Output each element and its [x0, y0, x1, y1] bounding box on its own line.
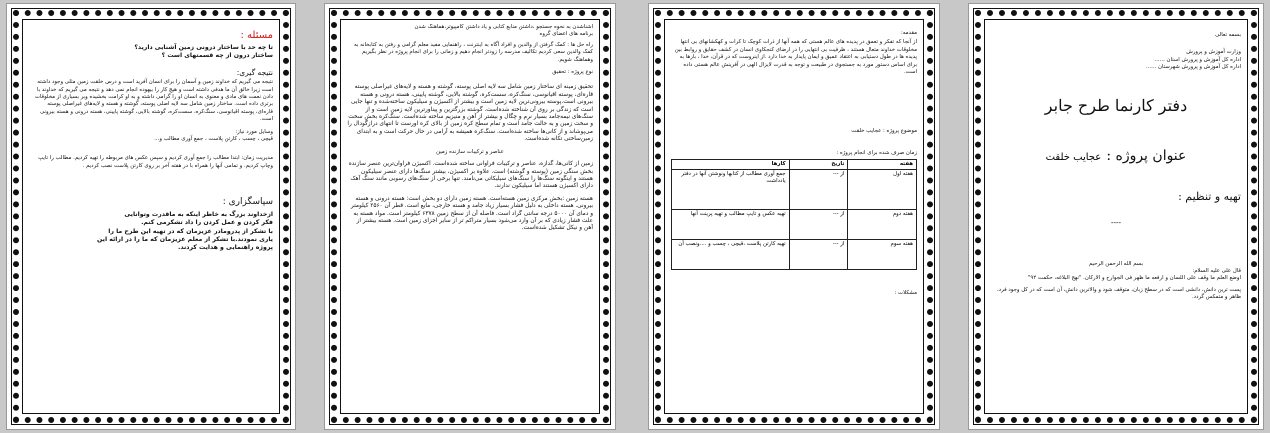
- solutions: راه حل ها : کمک گرفتن از والدین و افراد آگاه به اینترنت ، راهنمایی مفید معلم گرامی و رفتن به کتابخانه به کمک والدین سعی کردیم تکالیف مدرسه را زودتر انجام دهیم و زمانی را برای انجام پروژه در نظر بگیریم وهماهنگ شویم.: [353, 41, 593, 63]
- project-name: عجایب خلقت: [1045, 151, 1102, 163]
- table-row: [672, 240, 917, 270]
- document-title: دفتر کارنما طرح جابر: [1044, 95, 1188, 115]
- table-header: تاریخ: [789, 160, 848, 170]
- project-subject: موضوع پروژه : عجایب خلقت: [851, 128, 917, 135]
- table-row: [672, 210, 917, 240]
- prepared-by-label: تهیه و تنظیم :: [1178, 189, 1241, 203]
- problems-label: مشکلات :: [894, 290, 917, 297]
- table-cell: هفته دوم: [848, 210, 917, 240]
- page-4-content: [991, 24, 1241, 409]
- project-title-line: [991, 145, 1241, 164]
- conclusion-body: نتیجه می گیریم که خداوند زمین و آسمان را برای انسان آفرید است و درس خلقت زمین مثلی وجود داشته است زیرا خالق آن ما هدفی داشته است و هیچ کار را بیهوده انجام نمی دهد و نتیجه می گیریم که خداوند با دادن نعمت های مادی و معنوی به انسان او را گرامی داشته و به او کرامت بخشیده وبر بسیاری از مخلوقات برتری داده است. ساختار زمین شامل سه لایه اصلی پوسته، گوشته و هسته و لایه‌های غیراصلی پوسته قاره‌ای، پوسته اقیانوسی، سنگ‌کره، سست‌کره، گوشته بالایی، گوشته پایینی، هسته درونی و هسته بیرونی است.: [34, 79, 273, 123]
- org-line-1: وزارت آموزش و پرورش: [1186, 49, 1241, 56]
- time-label: زمان صرف شده برای انجام پروژه :: [836, 149, 917, 156]
- tools-body: قیچی ، چسب ، کارتن پلاست ، جمع آوری مطالب و...: [154, 136, 273, 143]
- project-type: نوع پروژه : تحقیق: [552, 69, 593, 76]
- table-cell: تهیه کارتن پلاست ،قیچی ، چسب و ....ونصب آن: [672, 240, 790, 270]
- dash-placeholder: ----: [1110, 218, 1122, 227]
- conclusion-title: نتیجه گیری:: [236, 67, 273, 77]
- question-1: تا چه حد با ساختار درونی زمین آشنایی دارید؟: [134, 44, 273, 51]
- page-3-content: [671, 24, 917, 409]
- quote-line-2: قال علی علیه السلام:: [1192, 268, 1241, 275]
- thanks-line-3: با تشکر از پدرومادر عزیزمان که در تهیه این طرح ما را: [108, 227, 273, 235]
- table-cell: تهیه عکس و تایپ مطالب و تهیه پرینت آنها: [672, 210, 790, 240]
- core-body: هسته زمین :بخش مرکزی زمین هسته‌است. هسته زمین دارای دو بخش است: هسته درونی و هسته بیرونی. هسته داخلی به دلیل فشار بسیار زیاد جامد و هسته خارجی، مایع است. قطر آن ۲۵۶۰ کیلومتر و دمای آن ۵۰۰۰ درجه سانتی گراد است. فاصله آن از سطح زمین ۶۳۷۸ کیلومتر است. مواد هسته به علت فشار زیادی که بر آن وارد می‌شود بسیار متراکم تر از سایر اجزای زمین است. هسته بیشتر از آهن و نیکل تشکیل شده‌است.: [350, 195, 593, 232]
- table-cell: هفته اول: [848, 170, 917, 210]
- table-header: کارها: [672, 160, 790, 170]
- intro-label: مقدمه:: [900, 30, 917, 36]
- elements-title: عناصر و ترکیبات سازنده زمین: [436, 148, 504, 155]
- method-body: مدیریت زمان: ابتدا مطالب را جمع آوری کردیم و سپس عکس های مربوطه را تهیه کردیم. مطالب را تایپ وچاپ کردیم. و تمامی آنها را همراه با در هفته آخر بر روی کارتن پلاست نصب کردیم .: [38, 155, 273, 169]
- quote-line-1: بسم الله الرحمن الرحیم: [1088, 260, 1144, 267]
- table-cell: از ---: [789, 210, 848, 240]
- problem-heading: مسئله :: [240, 30, 273, 41]
- table-cell: جمع آوری مطالب از کتابها ونوشتن آنها در دفتر یادداشت: [672, 170, 790, 210]
- project-label: عنوان پروژه :: [1106, 147, 1187, 164]
- intro-body: از آنجا که تفکر و تعمق در پدیده های عالم هستی که همه آنها از ذرات کوچک تا کرات و کهکشانهای بی انتها مخلوقات خداوند متعال هستند ، ظرفیت بی انتهایی را در ارضای کنجکاوی انسان در کشف حقایق و روابط بین پدیده ها در طول دستیابی به اعتقاد عمیق و ایمان پایدار به خدا دارد .از اینروست که در قرآن، خدا ، بارها به برای اساس دستور مورد به جستجوی در طبیعت و توجه به قدرت لایزال الهی در آفرینش عالم هستی داده است.: [674, 39, 917, 76]
- intro-line-2: برنامه های اعضای گروه: [539, 31, 593, 38]
- table-cell: هفته سوم: [848, 240, 917, 270]
- quote-line-3: اوضع العلم ما وقف علی اللسان و ارفعه ما ظهر فی الجوارح و الارکان. "نهج البلاغه، حکمت ۹۲": [1027, 275, 1241, 282]
- org-line-2: اداره کل آموزش و پرورش استان ......: [1154, 56, 1241, 63]
- tools-label: وسایل مورد نیاز:: [235, 128, 273, 135]
- intro-line-1: آشناشدن به نحوه جستجو ،داشتن منابع کتابی و یاد داشتن کامپیوتر،هماهنگ شدن: [414, 24, 593, 30]
- thanks-line-5: پروژه راهنمایی و هدایت کردند.: [178, 244, 273, 252]
- thanks-line-2: فکر کردن و عمل کردن را داد تشکرمی کنم.: [141, 219, 273, 227]
- thanks-title: سپاسگزاری :: [222, 197, 273, 208]
- table-cell: از ---: [789, 240, 848, 270]
- bismillah-heading: بسمه تعالی: [1215, 32, 1241, 38]
- page-2: [324, 3, 616, 430]
- schedule-table: [671, 159, 917, 270]
- page-4: [968, 3, 1264, 430]
- elements-body: زمین از کانی‌ها، گدازه، عناصر و ترکیبات فراوانی ساخته شده‌است. اکسیژن فراوان‌ترین عنصر سازنده بخش سنگی زمین (پوسته و گوشته) است. علاوه بر اکسیژن، بیشتر سنگ‌ها دارای عنصر سیلیکون هستند و اینگونه سنگ‌ها را سنگ‌های سیلیکاتی می‌نامند. تنها برخی از سنگ‌های رسوبی مانند سنگ آهک دارای اکسیژن هستند اما سیلیکون ندارند.: [348, 161, 593, 190]
- quote-line-4: پست ترین دانش، دانشی است که در سطح زبان، متوقف شود و والاترین دانش، آن است که در کل وجود فرد، ظاهر و متمکس گردد.: [996, 286, 1241, 301]
- thanks-line-4: یاری نمودند.با تشکر از معلم عزیزمان که ما را در ارائه این: [97, 235, 273, 243]
- table-row: [672, 170, 917, 210]
- table-header: هفته: [848, 160, 917, 170]
- page-1-content: [29, 24, 273, 409]
- page-2-content: [347, 24, 593, 409]
- research-body: تحقیق زمینه ای ساختار زمین شامل سه لایه اصلی پوسته، گوشته و هسته و لایه‌های غیراصلی پوسته قاره‌ای، پوسته اقیانوسی، سنگ‌کره، سست‌کره، گوشته بالایی، گوشته پایینی، هسته درونی و هسته بیرونی است.پوسته بیرونی‌ترین لایه زمین است و بیشتر از اکسیژن و سیلیکون ساخته‌شده و تنها جایی است که زندگی بر روی آن شناخته شده‌است. گوشته بزرگترین و پیناورترین لایه زمین است و از سنگ‌های نیمه‌جامد بسیار نرم و چگال و بیشتر از آهن و منیزیم ساخته شده‌است. سنگ‌کره بخش سخت و سخت زمین و به حالت جامد است و تمام سطح کره زمین از بالای کره اورست تا انتهای درازگودال را می‌پوشاند و از کانی‌ها ساخته شده‌است. سنگ‌کره همیشه به آرامی در حال حرکت است و به ابتدای زمین‌ساختی تکانه شده‌است.: [347, 84, 593, 143]
- page-1: [6, 3, 296, 430]
- table-cell: از ---: [789, 170, 848, 210]
- thanks-line-1: ازخداوند بزرگ به خاطر اینکه به ماقدرت وتوانایی: [124, 210, 273, 218]
- table-header-row: [672, 160, 917, 170]
- question-2: ساختار درون از چه قسمتهای است ؟: [161, 52, 273, 60]
- page-3: [648, 3, 940, 430]
- org-line-3: اداره کل آموزش و پرورش شهرستان ......: [1146, 64, 1241, 71]
